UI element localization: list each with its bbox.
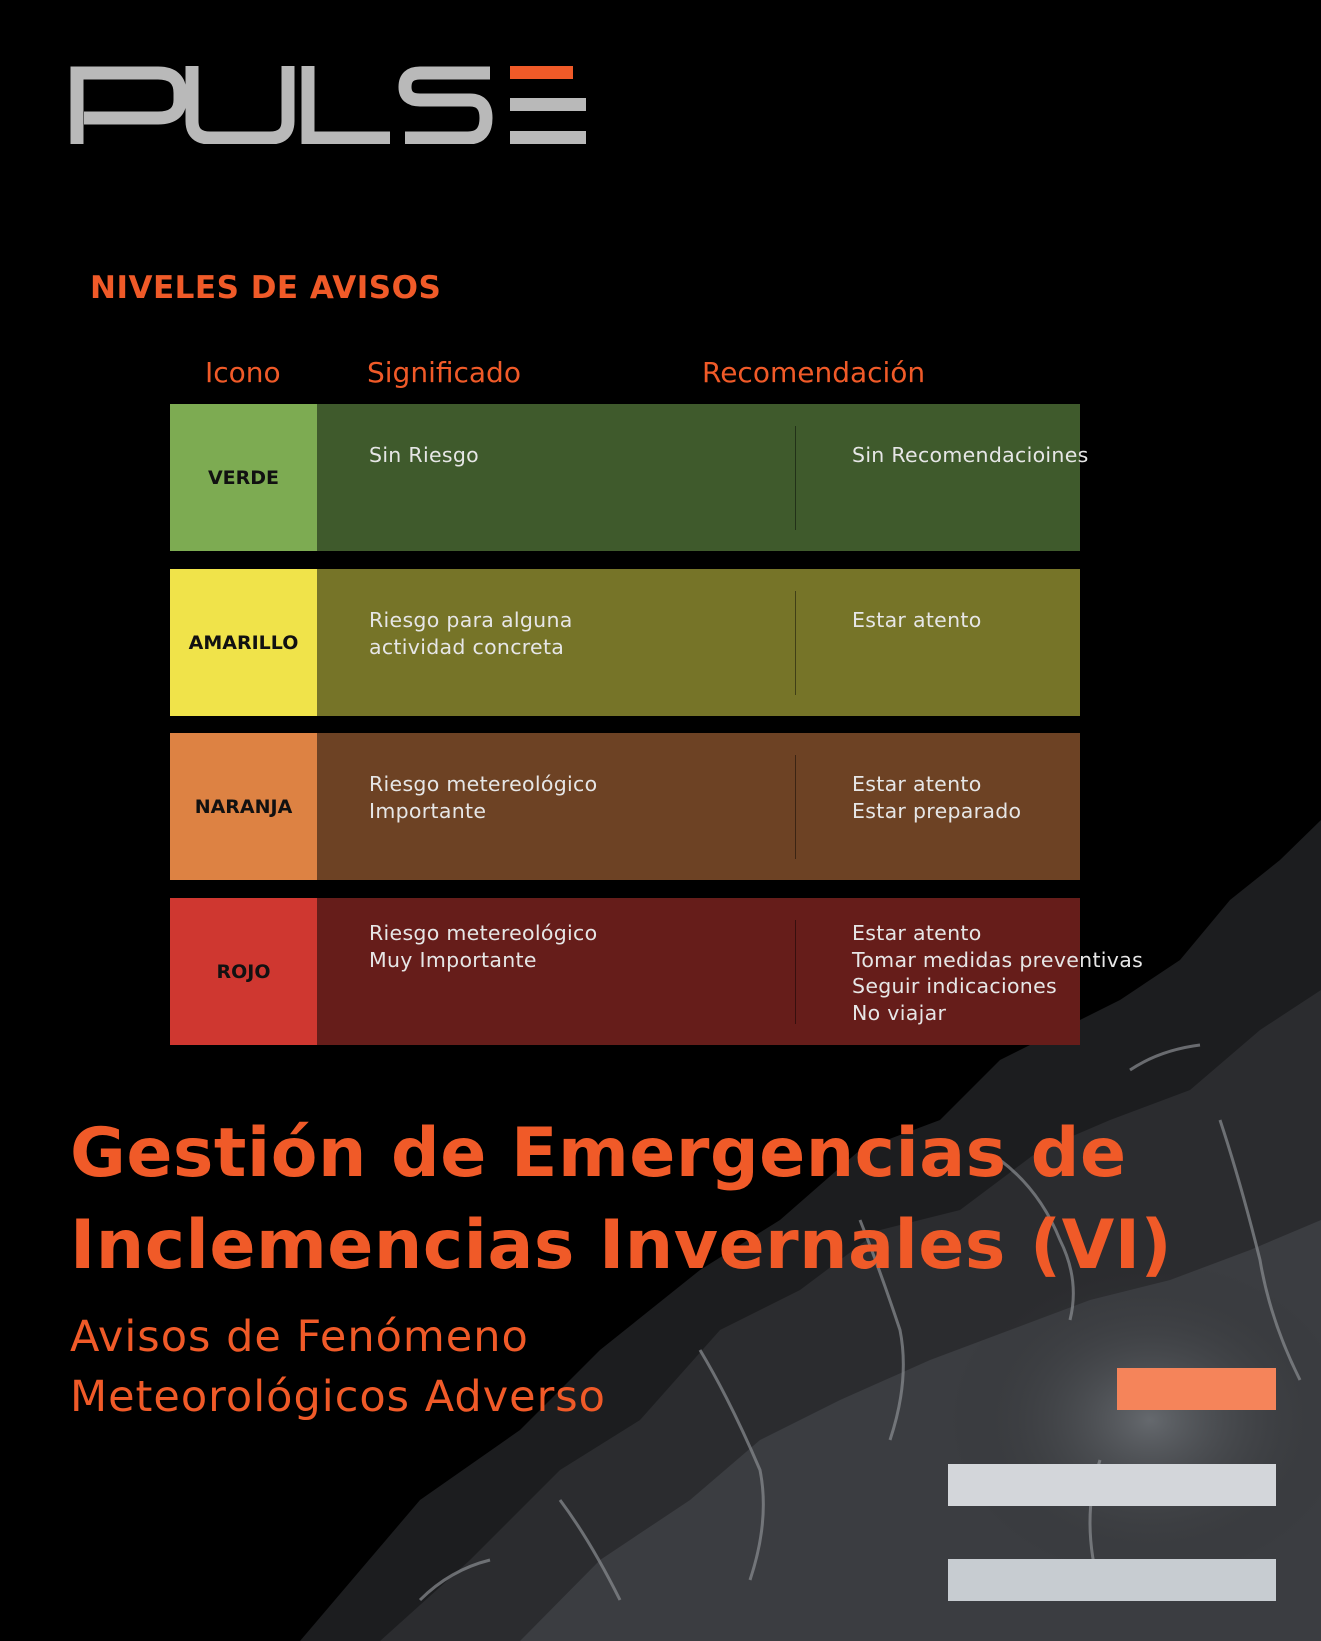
meaning-line: Importante bbox=[369, 798, 487, 823]
meaning-text bbox=[369, 771, 597, 824]
section-title: NIVELES DE AVISOS bbox=[90, 270, 442, 306]
main-title-line: Inclemencias Invernales (VI) bbox=[70, 1206, 1173, 1285]
recommendation-line: Estar atento bbox=[852, 772, 982, 796]
level-badge: AMARILLO bbox=[170, 569, 317, 716]
row-body bbox=[317, 733, 1080, 880]
meaning-text bbox=[369, 442, 479, 469]
meaning-line: Riesgo para alguna bbox=[369, 608, 573, 632]
main-title bbox=[70, 1108, 1172, 1292]
row-body bbox=[317, 404, 1089, 551]
recommendation-line: Estar atento bbox=[852, 921, 982, 945]
meaning-line: actividad concreta bbox=[369, 634, 565, 659]
recommendation-text bbox=[852, 920, 1143, 1026]
level-badge: NARANJA bbox=[170, 733, 317, 880]
divider bbox=[795, 755, 796, 859]
level-badge: ROJO bbox=[170, 898, 317, 1045]
divider bbox=[795, 426, 796, 530]
divider bbox=[795, 591, 796, 695]
subtitle bbox=[70, 1307, 606, 1427]
recommendation-text bbox=[852, 607, 982, 634]
column-header-meaning: Significado bbox=[367, 356, 521, 389]
recommendation-text bbox=[852, 442, 1089, 469]
subtitle-line: Avisos de Fenómeno bbox=[70, 1312, 529, 1362]
table-row bbox=[170, 404, 1089, 551]
table-row bbox=[170, 898, 1144, 1045]
recommendation-line: Estar preparado bbox=[852, 798, 1022, 823]
meaning-line: Muy Importante bbox=[369, 947, 537, 972]
meaning-text bbox=[369, 920, 597, 973]
divider bbox=[795, 920, 796, 1024]
meaning-line: Riesgo metereológico bbox=[369, 921, 598, 945]
row-body bbox=[317, 569, 1080, 716]
decor-bar-light bbox=[948, 1464, 1276, 1506]
recommendation-line: Tomar medidas preventivas bbox=[852, 947, 1144, 972]
subtitle-line: Meteorológicos Adverso bbox=[70, 1372, 606, 1422]
meaning-line: Riesgo metereológico bbox=[369, 772, 598, 796]
column-header-icon: Icono bbox=[205, 356, 281, 389]
level-badge: VERDE bbox=[170, 404, 317, 551]
meaning-text bbox=[369, 607, 573, 660]
recommendation-line: Estar atento bbox=[852, 608, 982, 632]
table-row bbox=[170, 569, 1080, 716]
meaning-line: Sin Riesgo bbox=[369, 443, 480, 467]
recommendation-line: No viajar bbox=[852, 1000, 947, 1025]
recommendation-line: Seguir indicaciones bbox=[852, 974, 1057, 998]
main-title-line: Gestión de Emergencias de bbox=[70, 1114, 1127, 1193]
table-row bbox=[170, 733, 1080, 880]
row-body bbox=[317, 898, 1144, 1045]
decor-bar-light bbox=[948, 1559, 1276, 1601]
pulse-logo bbox=[70, 66, 590, 144]
column-header-recommendation: Recomendación bbox=[702, 356, 926, 389]
recommendation-line: Sin Recomendacioines bbox=[852, 443, 1089, 467]
decor-bar-orange bbox=[1117, 1368, 1276, 1410]
recommendation-text bbox=[852, 771, 1021, 824]
